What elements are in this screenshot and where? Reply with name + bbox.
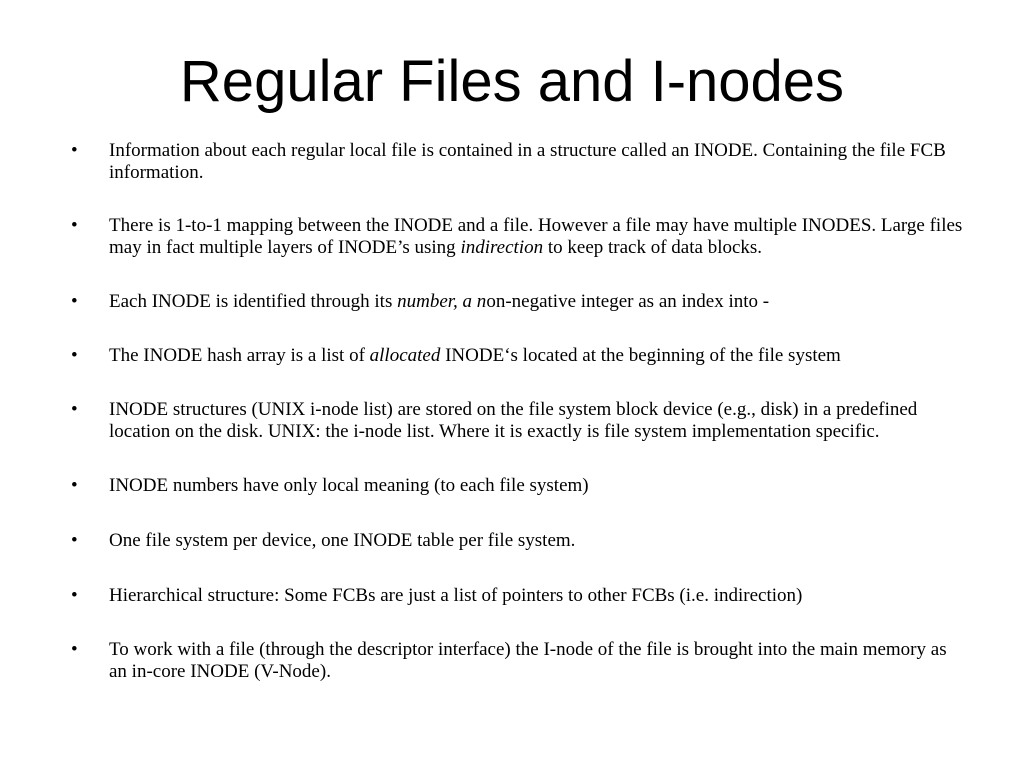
bullet-text: There is 1-to-1 mapping between the INODE and a file. However a file may have multiple INODES. Large files may in fact multiple layers of INODE’s using: [109, 215, 963, 258]
bullet-dot-icon: •: [71, 291, 78, 312]
bullet-dot-icon: •: [71, 475, 78, 496]
bullet-text: Each INODE is identified through its: [109, 291, 398, 312]
bullet-dot-icon: •: [71, 215, 78, 236]
bullet-item: [68, 399, 968, 443]
bullet-text: INODE numbers have only local meaning (to each file system): [109, 475, 589, 496]
bullet-text: Hierarchical structure: Some FCBs are just a list of pointers to other FCBs (i.e. indirection): [109, 585, 803, 606]
bullet-list: [68, 140, 968, 683]
bullet-item: [68, 345, 968, 367]
bullet-item: [68, 639, 968, 683]
bullet-item: [68, 530, 968, 552]
bullet-text: The INODE hash array is a list of: [109, 345, 370, 366]
bullet-item: [68, 140, 968, 184]
bullet-dot-icon: •: [71, 399, 78, 420]
bullet-item: [68, 585, 968, 607]
bullet-text: on-negative integer as an index into -: [486, 291, 770, 312]
bullet-text-italic: indirection: [460, 237, 544, 258]
bullet-dot-icon: •: [71, 140, 78, 161]
bullet-dot-icon: •: [71, 585, 78, 606]
bullet-text-italic: allocated: [369, 345, 441, 366]
bullet-item: [68, 475, 968, 497]
bullet-dot-icon: •: [71, 639, 78, 660]
bullet-text: to keep track of data blocks.: [543, 237, 763, 258]
bullet-text: INODE structures (UNIX i-node list) are stored on the file system block device (e.g., disk) in a predefined location on the disk. UNIX: the i-node list. Where it is exactly is file system implementation specific.: [109, 399, 918, 442]
bullet-text-italic: number, a n: [397, 291, 487, 312]
bullet-text: To work with a file (through the descriptor interface) the I-node of the file is brought into the main memory as an in-core INODE (V-Node).: [109, 639, 947, 682]
bullet-item: [68, 215, 968, 259]
bullet-item: [68, 291, 968, 313]
slide-title: Regular Files and I-nodes: [179, 49, 845, 114]
bullet-text: One file system per device, one INODE table per file system.: [109, 530, 576, 551]
bullet-dot-icon: •: [71, 345, 78, 366]
bullet-text: Information about each regular local file is contained in a structure called an INODE. Containing the file FCB information.: [109, 140, 946, 183]
bullet-dot-icon: •: [71, 530, 78, 551]
bullet-text: INODE‘s located at the beginning of the file system: [440, 345, 841, 366]
